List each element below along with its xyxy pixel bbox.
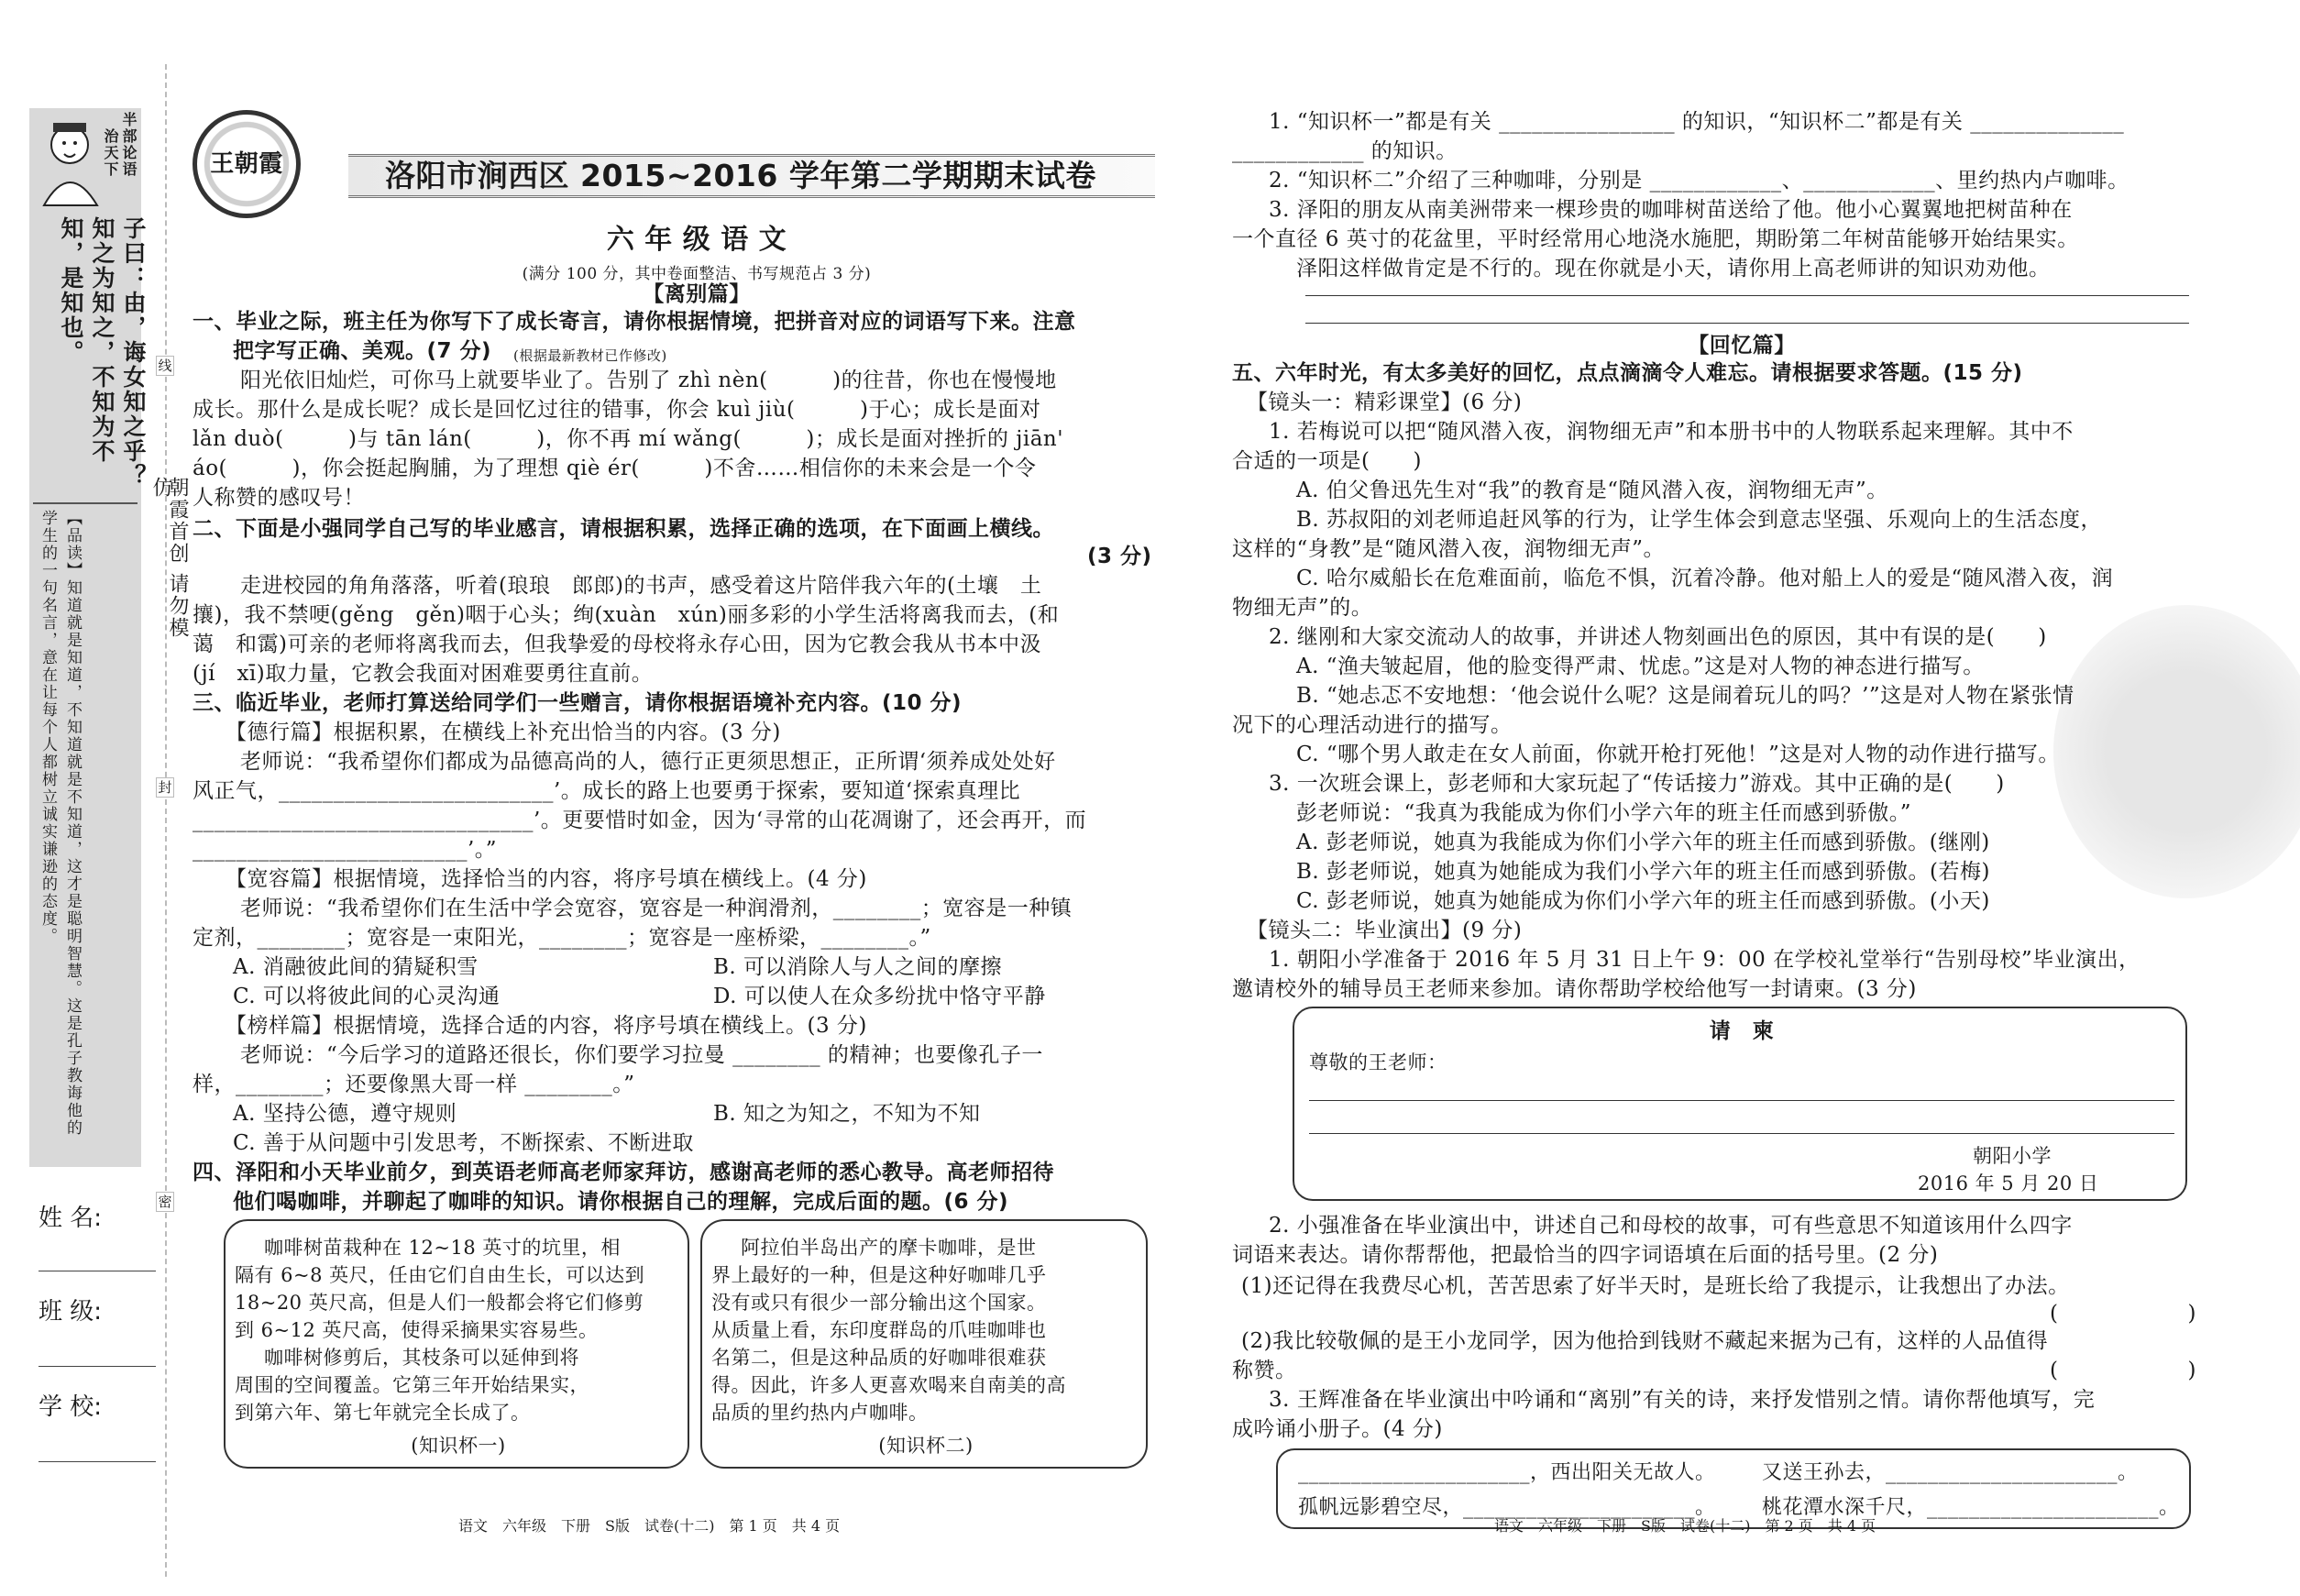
cup1-line: 到 6~12 英尺高，使得采摘果实容易些。 — [235, 1319, 599, 1341]
class-field[interactable] — [39, 1366, 156, 1367]
logo-text: 王朝霞 — [210, 150, 283, 178]
answer-line[interactable] — [1305, 295, 2189, 296]
q3-model-head: 【榜样篇】根据情境，选择合适的内容，将序号填在横线上。(3 分) — [226, 1014, 867, 1038]
q3-model-2: 样，________；还要像黑大哥一样 ________。” — [193, 1073, 635, 1096]
cup2-line: 名第二，但是这种品质的好咖啡很难获 — [711, 1347, 1047, 1369]
q5-2-optB2: 况下的心理活动进行的描写。 — [1232, 713, 1513, 737]
invitation-school: 朝阳小学 — [1973, 1145, 2052, 1167]
invitation-line[interactable] — [1309, 1133, 2174, 1134]
fold-line — [165, 64, 167, 1577]
invitation-greeting: 尊敬的王老师： — [1309, 1051, 1447, 1073]
cup2-caption: (知识杯二) — [878, 1435, 974, 1457]
section-farewell: 【离别篇】 — [643, 282, 751, 306]
option-d: D. 可以使人在众多纷扰中恪守平静 — [713, 985, 1046, 1008]
r-q2: 2. “知识杯二”介绍了三种咖啡，分别是 ____________、____________、里约热内卢咖啡。 — [1269, 169, 2129, 193]
q4-title: 四、泽阳和小天毕业前夕，到英语老师高老师家拜访，感谢高老师的悉心教导。高老师招待 — [193, 1161, 1054, 1184]
cup2-line: 品质的里约热内卢咖啡。 — [711, 1402, 929, 1424]
q1-text-5: 人称赞的感叹号！ — [193, 486, 365, 510]
q5-3-optB: B. 彭老师说，她真为她能成为我们小学六年的班主任而感到骄傲。(若梅) — [1296, 860, 1990, 884]
q6-3-a: 3. 王辉准备在毕业演出中吟诵和“离别”有关的诗，来抒发惜别之情。请你帮他填写，完 — [1269, 1388, 2096, 1412]
cup1-line: 18~20 英尺高，但是人们一般都会将它们修剪 — [235, 1292, 644, 1314]
q2-text-1: 走进校园的角角落落，听着(琅琅 郎郎)的书声，感受着这片陪伴我六年的(土壤 土 — [240, 574, 1042, 598]
q1-title: 一、毕业之际，班主任为你写下了成长寄言，请你根据情境，把拼音对应的词语写下来。注意 — [193, 310, 1076, 334]
cup2-line: 从质量上看，东印度群岛的爪哇咖啡也 — [711, 1319, 1047, 1341]
q5-3-quote: 彭老师说：“我真为我能成为你们小学六年的班主任而感到骄傲。” — [1296, 801, 1912, 825]
poem-line-2[interactable]: 又送王孙去，______________________。 — [1762, 1461, 2139, 1484]
r-q1-cont: ____________ 的知识。 — [1232, 139, 1458, 163]
sidebar-header-2: 治天下 — [102, 128, 119, 178]
poem-line-3[interactable]: 孤帆远影碧空尽，______________________。 — [1298, 1496, 1716, 1519]
q5-2: 2. 继刚和大家交流动人的故事，并讲述人物刻画出色的原因，其中有误的是( ) — [1269, 625, 2047, 649]
q5-3-optC: C. 彭老师说，她真为她能成为你们小学六年的班主任而感到骄傲。(小天) — [1296, 889, 1990, 913]
q5-2-optC: C. “哪个男人敢走在女人前面，你就开枪打死他！”这是对人物的动作进行描写。 — [1296, 743, 2060, 766]
q5-2-optA: A. “渔夫皱起眉，他的脸变得严肃、忧虑。”这是对人物的神态进行描写。 — [1296, 655, 1985, 678]
cup2-line: 得。因此，许多人更喜欢喝来自南美的高 — [711, 1374, 1066, 1396]
q1-title-2: 把字写正确、美观。(7 分) — [233, 339, 492, 363]
seal-mark-2: 封 — [156, 777, 174, 798]
score-note: (满分 100 分，其中卷面整洁、书写规范占 3 分) — [522, 265, 872, 283]
school-label: 学 校: — [39, 1393, 103, 1421]
q2-text-2: 攘)，我不禁哽(gěng gěn)咽于心头；绚(xuàn xún)丽多彩的小学生活将离我而去，(和 — [193, 603, 1060, 627]
cup1-line: 隔有 6~8 英尺，任由它们自由生长，可以达到 — [235, 1264, 645, 1286]
q5-3: 3. 一次班会课上，彭老师和大家玩起了“传话接力”游戏。其中正确的是( ) — [1269, 772, 2005, 796]
sidebar-quote: 子曰：由，诲女知之乎？知之为知之，不知为不知，是知也。 — [58, 216, 147, 489]
q2-text-3: 蔼 和霭)可亲的老师将离我而去，但我挚爱的母校将永存心田，因为它教会我从书本中汲 — [193, 633, 1041, 656]
cup1-line: 咖啡树苗栽种在 12~18 英寸的坑里，相 — [264, 1237, 621, 1259]
q4-title-2: 他们喝咖啡，并聊起了咖啡的知识。请你根据自己的理解，完成后面的题。(6 分) — [233, 1190, 1009, 1214]
q6-2-1: (1)还记得在我费尽心机，苦苦思索了好半天时，是班长给了我提示，让我想出了办法。 — [1241, 1274, 2070, 1298]
q1-text-4: áo( )，你会挺起胸脯，为了理想 qiè ér( )不舍……相信你的未来会是一个令 — [193, 457, 1037, 480]
q6-2-a: 2. 小强准备在毕业演出中，讲述自己和母校的故事，可有些意思不知道该用什么四字 — [1269, 1214, 2073, 1238]
class-label: 班 级: — [39, 1298, 103, 1326]
cup1-caption: (知识杯一) — [411, 1435, 506, 1457]
page-footer-2: 语文 六年级 下册 S版 试卷(十二) 第 2 页 共 4 页 — [1494, 1517, 1876, 1535]
q5-3-optA: A. 彭老师说，她真为我能成为你们小学六年的班主任而感到骄傲。(继刚) — [1296, 831, 1990, 854]
knowledge-cup-2 — [700, 1219, 1148, 1469]
q3-virtue-head: 【德行篇】根据积累，在横线上补充出恰当的内容。(3 分) — [226, 721, 781, 744]
r-q3-2: 一个直径 6 英寸的花盆里，平时经常用心地浇水施肥，期盼第二年树苗能够开始结果实。 — [1232, 227, 2079, 251]
option-a: A. 消融彼此间的猜疑积雪 — [233, 955, 479, 979]
cup1-line: 到第六年、第七年就完全长成了。 — [235, 1402, 531, 1424]
seal-mark-1: 线 — [156, 356, 174, 376]
q6-2-1-answer[interactable]: ( ) — [2050, 1302, 2196, 1326]
seal-mark-3: 密 — [156, 1192, 174, 1212]
q6-2-2-cont: 称赞。 — [1232, 1359, 1297, 1382]
option-c: C. 可以将彼此间的心灵沟通 — [233, 985, 501, 1008]
q1-text-2: 成长。那什么是成长呢？成长是回忆过往的错事，你会 kuì jiù( )于心；成长是面对 — [193, 398, 1041, 422]
cup2-line: 阿拉伯半岛出产的摩卡咖啡，是世 — [741, 1237, 1037, 1259]
q6-3-b: 成吟诵小册子。(4 分) — [1232, 1417, 1443, 1441]
cup1-line: 周围的空间覆盖。它第三年开始结果实， — [235, 1374, 589, 1396]
sidebar-header-1: 半部论语 — [120, 112, 138, 178]
cup2-line: 界上最好的一种，但是这种好咖啡几乎 — [711, 1264, 1047, 1286]
invitation-date: 2016 年 5 月 20 日 — [1918, 1172, 2099, 1194]
shot2-head: 【镜头二：毕业演出】(9 分) — [1247, 919, 1523, 942]
cup2-line: 没有或只有很少一部分输出这个国家。 — [711, 1292, 1047, 1314]
q3-virtue-3: _______________________________’。更要惜时如金，因为‘寻常的山花凋谢了，还会再开，而 — [193, 809, 1087, 832]
q1-text-1: 阳光依旧灿烂，可你马上就要毕业了。告别了 zhì nèn( )的往昔，你也在慢慢地 — [240, 369, 1057, 392]
exam-title: 洛阳市涧西区 2015~2016 学年第二学期期末试卷 — [385, 158, 1096, 193]
poem-line-1[interactable]: ______________________，西出阳关无故人。 — [1298, 1461, 1716, 1484]
knowledge-cup-1 — [224, 1219, 689, 1469]
cup1-line: 咖啡树修剪后，其枝条可以延伸到将 — [264, 1347, 579, 1369]
invitation-title: 请 柬 — [1709, 1019, 1775, 1043]
q2-text-4: (jí xī)取力量，它教会我面对困难要勇往直前。 — [193, 662, 654, 686]
q5-1-optC: C. 哈尔威船长在危难面前，临危不惧，沉着冷静。他对船上人的爱是“随风潜入夜，润 — [1296, 567, 2114, 590]
page-footer-1: 语文 六年级 下册 S版 试卷(十二) 第 1 页 共 4 页 — [458, 1517, 841, 1535]
shot1-head: 【镜头一：精彩课堂】(6 分) — [1247, 391, 1523, 414]
name-label: 姓 名: — [39, 1205, 103, 1232]
exam-subtitle: 六 年 级 语 文 — [606, 224, 787, 256]
q3-title: 三、临近毕业，老师打算送给同学们一些赠言，请你根据语境补充内容。(10 分) — [193, 691, 963, 715]
q5-1-optC2: 物细无声”的。 — [1232, 596, 1373, 620]
poem-line-4[interactable]: 桃花潭水深千尺，______________________。 — [1762, 1496, 2180, 1519]
r-q3-3: 泽阳这样做肯定是不行的。现在你就是小天，请你用上高老师讲的知识劝劝他。 — [1296, 257, 2051, 281]
q3-virtue-1: 老师说：“我希望你们都成为品德高尚的人，德行正更须思想正，正所谓‘须养成处处好 — [240, 750, 1056, 774]
invitation-line[interactable] — [1309, 1100, 2174, 1101]
q6-2-2-answer[interactable]: ( ) — [2050, 1359, 2196, 1382]
q3-virtue-4: _________________________’。” — [193, 838, 498, 862]
q5-1-b: 合适的一项是( ) — [1232, 449, 1422, 473]
q5-1-optB: B. 苏叔阳的刘老师追赶风筝的行为，让学生体会到意志坚强、乐观向上的生活态度， — [1296, 508, 2103, 532]
q1-note: (根据最新教材已作修改) — [513, 347, 667, 364]
q5-1-optA: A. 伯父鲁迅先生对“我”的教育是“随风潜入夜，润物细无声”。 — [1296, 479, 1888, 502]
model-option-c: C. 善于从问题中引发思考，不断探索、不断进取 — [233, 1131, 694, 1155]
q6-1-cont: 邀请校外的辅导员王老师来参加。请你帮助学校给他写一封请柬。(3 分) — [1232, 977, 1917, 1001]
q2-score: (3 分) — [1087, 545, 1152, 568]
q5-1-a: 1. 若梅说可以把“随风潜入夜，润物细无声”和本册书中的人物联系起来理解。其中不 — [1269, 420, 2074, 444]
q3-tolerance-1: 老师说：“我希望你们在生活中学会宽容，宽容是一种润滑剂，________；宽容是一种镇 — [240, 897, 1073, 920]
answer-line[interactable] — [1305, 323, 2189, 324]
q5-1-optB2: 这样的“身教”是“随风潜入夜，润物细无声”。 — [1232, 537, 1666, 561]
invitation-card — [1293, 1007, 2187, 1201]
option-b: B. 可以消除人与人之间的摩擦 — [713, 955, 1003, 979]
r-q1: 1. “知识杯一”都是有关 ________________ 的知识，“知识杯二”都是有关 ______________ — [1269, 110, 2125, 134]
q3-tolerance-2: 定剂，________；宽容是一束阳光，________；宽容是一座桥梁，________。” — [193, 926, 931, 950]
q1-text-3: lǎn duò( )与 tān lán( )，你不再 mí wǎng( )；成长是面对挫折的 jiān' — [193, 427, 1064, 451]
q6-1: 1. 朝阳小学准备于 2016 年 5 月 31 日上午 9：00 在学校礼堂举行“告别母校”毕业演出， — [1269, 948, 2140, 972]
watermark-seal — [2053, 605, 2300, 898]
q3-virtue-2: 风正气，_________________________’。成长的路上也要勇于探索，要知道‘探索真理比 — [193, 779, 1021, 803]
model-option-a: A. 坚持公德，遵守规则 — [233, 1102, 457, 1126]
q2-title: 二、下面是小强同学自己写的毕业感言，请根据积累，选择正确的选项，在下面画上横线。 — [193, 517, 1054, 541]
school-field[interactable] — [39, 1461, 156, 1462]
q6-2-b: 词语来表达。请你帮帮他，把最恰当的四字词语填在后面的括号里。(2 分) — [1232, 1243, 1939, 1267]
q6-2-2: (2)我比较敬佩的是王小龙同学，因为他拾到钱财不藏起来据为己有，这样的人品值得 — [1241, 1329, 2049, 1353]
q5-2-optB: B. “她忐忑不安地想：‘他会说什么呢？这是闹着玩儿的吗？’”这是对人物在紧张情 — [1296, 684, 2074, 708]
q3-tolerance-head: 【宽容篇】根据情境，选择恰当的内容，将序号填在横线上。(4 分) — [226, 867, 867, 891]
q5-title: 五、六年时光，有太多美好的回忆，点点滴滴令人难忘。请根据要求答题。(15 分) — [1232, 361, 2023, 385]
q3-model-1: 老师说：“今后学习的道路还很长，你们要学习拉曼 ________ 的精神；也要像孔子一 — [240, 1043, 1043, 1067]
section-memory: 【回忆篇】 — [1688, 334, 1796, 358]
brand-note: 朝霞首创 请勿模仿 — [149, 477, 189, 639]
model-option-b: B. 知之为知之，不知为不知 — [713, 1102, 981, 1126]
sidebar-reading: 【品读】知道就是知道，不知道就是不知道，这才是聪明智慧。这是孔子教诲他的学生的一句名言，意在让每个人都树立诚实谦逊的态度。 — [39, 510, 82, 1137]
r-q3-1: 3. 泽阳的朋友从南美洲带来一棵珍贵的咖啡树苗送给了他。他小心翼翼地把树苗种在 — [1269, 198, 2073, 222]
